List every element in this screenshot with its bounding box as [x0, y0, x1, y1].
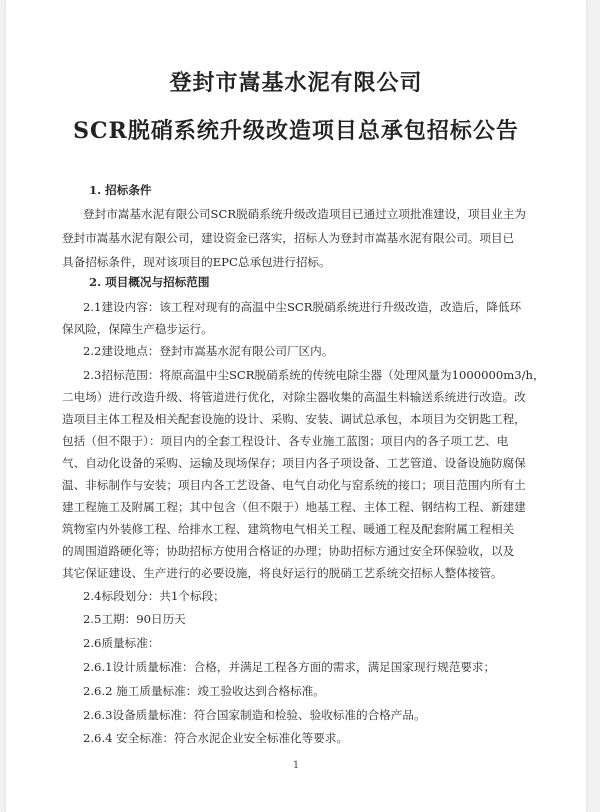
paragraph-line: 的周围道路硬化等；协助招标方使用合格证的办理；协助招标方通过安全环保验收，以及 [62, 544, 515, 558]
paragraph-line: 2.6质量标准： [83, 636, 160, 650]
announcement-title: SCR脱硝系统升级改造项目总承包招标公告 [73, 118, 519, 144]
paragraph-line: 2.1建设内容：该工程对现有的高温中尘SCR脱硝系统进行升级改造，改造后，降低环 [83, 300, 522, 314]
paragraph-line: 二电场）进行改造升级、将管道进行优化，对除尘器收集的高温生料输送系统进行改造。改 [62, 390, 526, 404]
paragraph-line: 筑物室内外装修工程、给排水工程、建筑物电气相关工程、暖通工程及配套附属工程相关 [62, 522, 515, 536]
company-title: 登封市嵩基水泥有限公司 [169, 70, 423, 96]
paragraph-line: 登封市嵩基水泥有限公司，建设资金已落实，招标人为登封市嵩基水泥有限公司。项目已 [62, 231, 515, 245]
paragraph-line: 2.3招标范围：将原高温中尘SCR脱硝系统的传统电除尘器（处理风量为1000000m3/h， [83, 368, 545, 382]
paragraph-line: 其它保证建设、生产进行的必要设施，将良好运行的脱硝工艺系统交招标人整体接管。 [62, 566, 503, 580]
paragraph-line: 2.5工期：90日历天 [83, 612, 186, 626]
document-page [6, 0, 586, 812]
section-heading-2: 2. 项目概况与招标范围 [89, 275, 210, 289]
section-heading-1: 1. 招标条件 [89, 183, 152, 197]
paragraph-line: 建工程施工及附属工程；其中包含（但不限于）地基工程、主体工程、钢结构工程、新建建 [62, 500, 526, 514]
paragraph-line: 保风险，保障生产稳步运行。 [62, 322, 213, 336]
paragraph-line: 2.6.1设计质量标准：合格，并满足工程各方面的需求，满足国家现行规范要求； [83, 660, 496, 674]
paragraph-line: 温、非标制作与安装；项目内各工艺设备、电气自动化与窑系统的接口；项目范围内所有土 [62, 478, 526, 492]
paragraph-line: 2.6.4 安全标准：符合水泥企业安全标准化等要求。 [83, 731, 349, 745]
page-number: 1 [292, 760, 300, 771]
paragraph-line: 造项目主体工程及相关配套设施的设计、采购、安装、调试总承包，本项目为交钥匙工程， [62, 412, 526, 426]
paragraph-line: 2.6.2 施工质量标准：竣工验收达到合格标准。 [83, 684, 325, 698]
paragraph-line: 2.6.3设备质量标准：符合国家制造和检验、验收标准的合格产品。 [83, 708, 426, 722]
paragraph-line: 2.2建设地点：登封市嵩基水泥有限公司厂区内。 [83, 344, 334, 358]
paragraph-line: 登封市嵩基水泥有限公司SCR脱硝系统升级改造项目已通过立项批准建设，项目业主为 [83, 207, 526, 221]
paragraph-line: 2.4标段划分：共1个标段； [83, 589, 225, 603]
paragraph-line: 具备招标条件，现对该项目的EPC总承包进行招标。 [62, 255, 331, 269]
paragraph-line: 气、自动化设备的采购、运输及现场保存；项目内各子项设备、工艺管道、设备设施防腐保 [62, 456, 526, 470]
paragraph-line: 包括（但不限于）：项目内的全套工程设计、各专业施工蓝图；项目内的各子项工艺、电 [62, 434, 509, 448]
